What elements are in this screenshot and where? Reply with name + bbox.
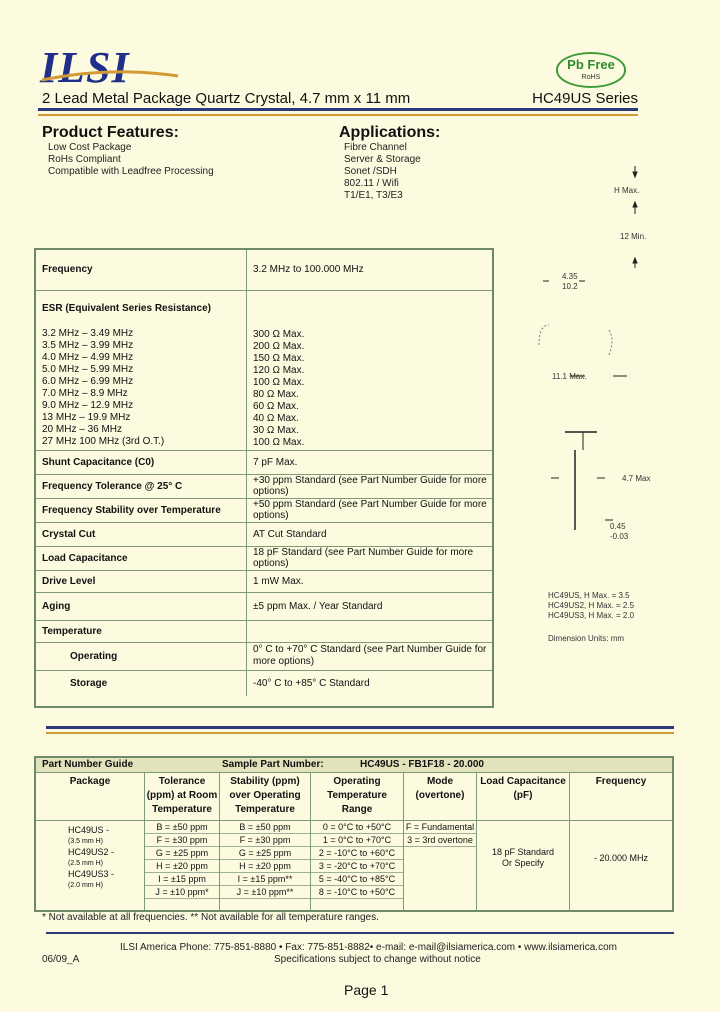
- header-rule-orange: [38, 114, 638, 116]
- header-rule-blue: [38, 108, 638, 111]
- drive-level-value: 1 mW Max.: [247, 570, 493, 592]
- dim-0-45: 0.45: [610, 522, 626, 531]
- application-item: Sonet /SDH: [344, 166, 397, 177]
- pn-col-mode: [404, 773, 477, 911]
- storage-label: Storage: [36, 670, 247, 696]
- esr-value: 80 Ω Max.: [253, 388, 299, 400]
- esr-range: 9.0 MHz – 12.9 MHz: [42, 399, 134, 411]
- pn-op-range: 1 = 0°C to +70°C: [311, 834, 403, 847]
- dim-notes: [548, 591, 634, 621]
- pn-op-range: 8 = -10°C to +50°C: [311, 886, 403, 899]
- frequency-value: 3.2 MHz to 100.000 MHz: [247, 250, 493, 290]
- pn-stability: B = ±50 ppm: [220, 821, 310, 834]
- tolerance-label: Frequency Tolerance @ 25° C: [36, 474, 247, 498]
- tolerance-value: +30 ppm Standard (see Part Number Guide for more options): [247, 474, 493, 498]
- pn-package: HC49US2 -: [68, 847, 115, 857]
- pn-package-list: [36, 821, 144, 891]
- pn-load: Or Specify: [501, 858, 544, 868]
- feature-item: RoHs Compliant: [48, 154, 121, 165]
- temperature-label: Temperature: [36, 620, 247, 642]
- logo-swoosh-icon: [40, 70, 180, 84]
- pn-col-load: [477, 773, 570, 911]
- pn-footnote: * Not available at all frequencies. ** Not available for all temperature ranges.: [42, 912, 379, 923]
- pn-title-bar: [36, 758, 672, 773]
- pn-col-frequency: [570, 773, 672, 911]
- operating-label: Operating: [36, 642, 247, 670]
- esr-range: 20 MHz – 36 MHz: [42, 423, 123, 435]
- storage-value: -40° C to +85° C Standard: [253, 677, 370, 689]
- pb-free-title: Pb Free: [567, 57, 615, 72]
- pn-tolerance: J = ±10 ppm*: [145, 886, 219, 899]
- esr-value: 60 Ω Max.: [253, 400, 299, 412]
- pn-header: Frequency: [570, 773, 672, 821]
- pn-package: (2.0 mm H): [68, 882, 103, 889]
- application-item: Server & Storage: [344, 154, 421, 165]
- footer-notice: Specifications subject to change without notice: [274, 954, 481, 965]
- pn-op-range: 5 = -40°C to +85°C: [311, 873, 403, 886]
- esr-values-cell: [247, 290, 493, 450]
- dim-4-35: 4.35: [562, 272, 578, 281]
- pn-sample-label: Sample Part Number:: [222, 759, 324, 770]
- dim-4-7: 4.7 Max: [622, 474, 651, 483]
- footer-rule: [46, 932, 674, 934]
- pn-col-tolerance: [145, 773, 220, 911]
- stability-value: +50 ppm Standard (see Part Number Guide for more options): [247, 498, 493, 522]
- pn-frequency: - 20.000 MHz: [593, 853, 649, 863]
- dim-12-min: 12 Min.: [620, 232, 647, 241]
- pn-tolerance: G = ±25 ppm: [145, 847, 219, 860]
- aging-label: Aging: [36, 592, 247, 620]
- pn-col-package: [36, 773, 145, 911]
- pn-tolerance: B = ±50 ppm: [145, 821, 219, 834]
- load-cap-value: 18 pF Standard (see Part Number Guide for more options): [247, 546, 493, 570]
- shunt-label: Shunt Capacitance (C0): [36, 450, 247, 474]
- esr-value: 100 Ω Max.: [253, 376, 305, 388]
- pn-stability: H = ±20 ppm: [220, 860, 310, 873]
- dim-units: Dimension Units: mm: [548, 634, 625, 643]
- dim-0-03: -0.03: [610, 532, 629, 541]
- dim-11-1: 11.1 Max.: [552, 372, 587, 381]
- pn-header: Load Capacitance (pF): [477, 773, 569, 821]
- mid-rule-orange: [46, 732, 674, 734]
- application-item: Fibre Channel: [344, 142, 407, 153]
- pn-op-range: 0 = 0°C to +50°C: [311, 821, 403, 834]
- pn-tolerance: I = ±15 ppm: [145, 873, 219, 886]
- stability-label: Frequency Stability over Temperature: [36, 498, 247, 522]
- frequency-label: Frequency: [36, 250, 247, 290]
- pn-mode: 3 = 3rd overtone: [404, 834, 476, 847]
- esr-label: ESR (Equivalent Series Resistance): [42, 302, 211, 314]
- esr-range: 13 MHz – 19.9 MHz: [42, 411, 131, 423]
- esr-range: 7.0 MHz – 8.9 MHz: [42, 387, 128, 399]
- esr-range: 6.0 MHz – 6.99 MHz: [42, 375, 134, 387]
- pn-mode: F = Fundamental: [405, 822, 475, 832]
- pn-header: Package: [36, 773, 144, 821]
- pn-col-stability: [220, 773, 311, 911]
- esr-value: 300 Ω Max.: [253, 328, 305, 340]
- pn-col-op-range: [311, 773, 404, 911]
- esr-value: 150 Ω Max.: [253, 352, 305, 364]
- pb-free-badge: [556, 52, 626, 88]
- feature-item: Low Cost Package: [48, 142, 132, 153]
- crystal-cut-label: Crystal Cut: [36, 522, 247, 546]
- specifications-table: [34, 248, 494, 708]
- esr-value: 100 Ω Max.: [253, 436, 305, 448]
- dimension-drawing: [505, 150, 675, 550]
- features-heading: Product Features:: [42, 124, 179, 141]
- applications-heading: Applications:: [339, 124, 441, 141]
- pn-stability: I = ±15 ppm**: [220, 873, 310, 886]
- features-list: [48, 142, 214, 178]
- temperature-value: [247, 620, 493, 642]
- application-item: T1/E1, T3/E3: [344, 190, 403, 201]
- pb-free-sub: RoHS: [581, 74, 601, 81]
- pn-package: (2.5 mm H): [68, 860, 103, 867]
- esr-cell: [36, 290, 247, 450]
- pn-stability: F = ±30 ppm: [220, 834, 310, 847]
- esr-range: 3.5 MHz – 3.99 MHz: [42, 339, 134, 351]
- page-number: Page 1: [344, 982, 389, 998]
- pn-load-list: [477, 821, 569, 869]
- dim-note: HC49US3, H Max. = 2.0: [548, 611, 635, 620]
- mid-rule-blue: [46, 726, 674, 729]
- esr-range: 27 MHz 100 MHz (3rd O.T.): [42, 435, 165, 447]
- drive-level-label: Drive Level: [36, 570, 247, 592]
- footer-date: 06/09_A: [42, 954, 80, 965]
- pn-package: (3.5 mm H): [68, 838, 103, 845]
- dim-10-2: 10.2: [562, 282, 578, 291]
- pn-header: Mode (overtone): [404, 773, 476, 821]
- application-item: 802.11 / Wifi: [344, 178, 399, 189]
- pn-title: Part Number Guide: [42, 759, 134, 770]
- pn-op-range: 3 = -20°C to +70°C: [311, 860, 403, 873]
- dim-h-max: H Max.: [614, 186, 640, 195]
- load-cap-label: Load Capacitance: [36, 546, 247, 570]
- pn-load: 18 pF Standard: [491, 847, 555, 857]
- pn-tolerance: H = ±20 ppm: [145, 860, 219, 873]
- pn-sample-value: HC49US - FB1F18 - 20.000: [360, 759, 484, 770]
- shunt-value: 7 pF Max.: [247, 450, 493, 474]
- esr-range: 5.0 MHz – 5.99 MHz: [42, 363, 134, 375]
- dim-note: HC49US2, H Max. = 2.5: [548, 601, 635, 610]
- esr-value: 30 Ω Max.: [253, 424, 299, 436]
- pn-package: HC49US3 -: [68, 869, 115, 879]
- pn-header: Operating Temperature Range: [311, 773, 403, 821]
- operating-value: 0° C to +70° C Standard (see Part Number Guide for more options): [247, 642, 493, 670]
- part-number-guide: [34, 756, 674, 912]
- pn-header: Stability (ppm) over Operating Temperature: [220, 773, 310, 821]
- pn-stability: J = ±10 ppm**: [220, 886, 310, 899]
- product-subtitle: 2 Lead Metal Package Quartz Crystal, 4.7 mm x 11 mm: [42, 90, 411, 107]
- applications-list: [344, 142, 421, 202]
- pn-header: Tolerance (ppm) at Room Temperature: [145, 773, 219, 821]
- esr-range: 3.2 MHz – 3.49 MHz: [42, 327, 134, 339]
- aging-value: ±5 ppm Max. / Year Standard: [247, 592, 493, 620]
- pn-tolerance: F = ±30 ppm: [145, 834, 219, 847]
- feature-item: Compatible with Leadfree Processing: [48, 166, 214, 177]
- esr-range: 4.0 MHz – 4.99 MHz: [42, 351, 134, 363]
- pn-op-range: 2 = -10°C to +60°C: [311, 847, 403, 860]
- esr-value: 200 Ω Max.: [253, 340, 305, 352]
- footer-contact: ILSI America Phone: 775-851-8880 • Fax: 775-851-8882• e-mail: e-mail@ilsiamerica.com • www.ilsiamerica.com: [120, 942, 617, 953]
- esr-value: 120 Ω Max.: [253, 364, 305, 376]
- series-title: HC49US Series: [532, 90, 638, 107]
- pn-stability: G = ±25 ppm: [220, 847, 310, 860]
- esr-value: 40 Ω Max.: [253, 412, 299, 424]
- pn-package: HC49US -: [68, 825, 110, 835]
- dim-note: HC49US, H Max. = 3.5: [548, 591, 630, 600]
- crystal-cut-value: AT Cut Standard: [247, 522, 493, 546]
- ilsi-logo: ILSI: [40, 43, 130, 92]
